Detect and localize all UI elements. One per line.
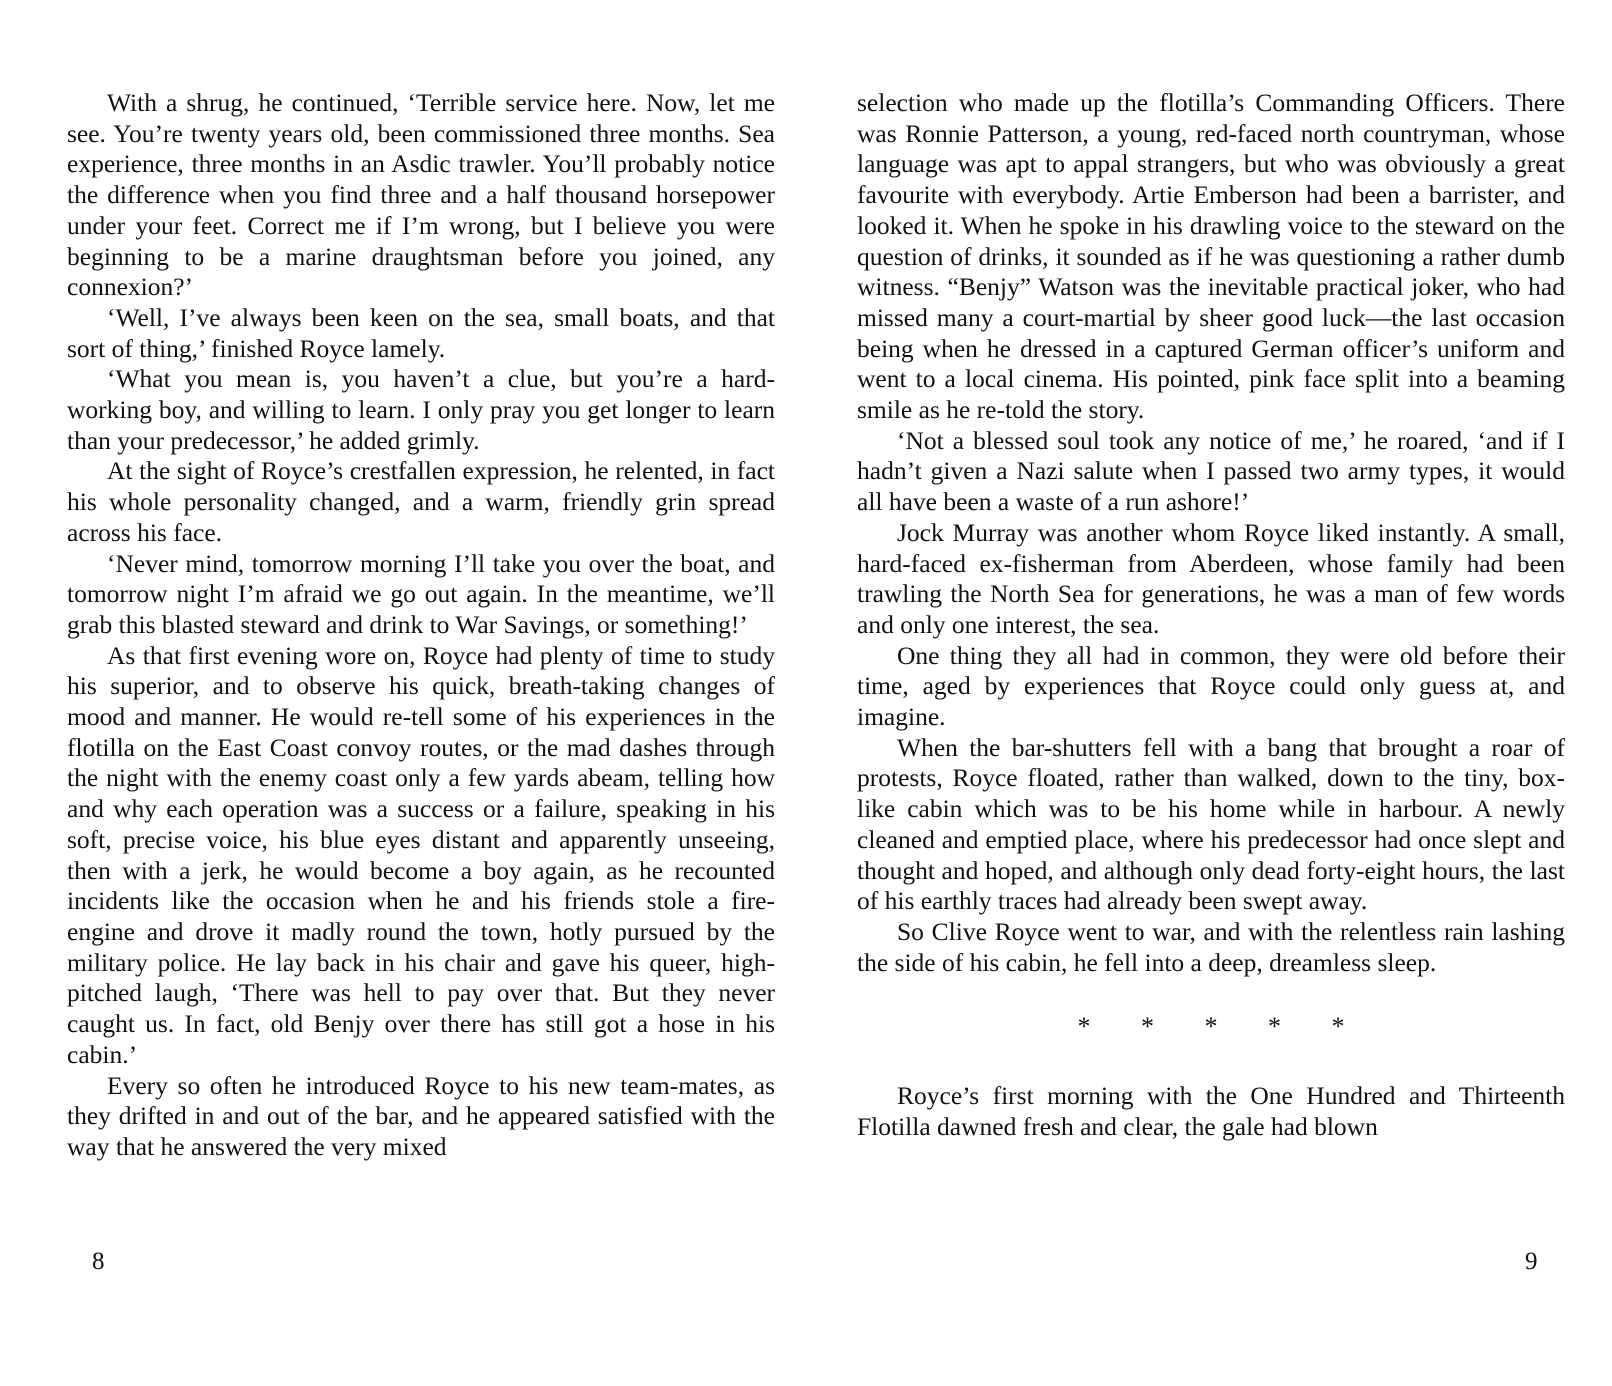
- scene-break-star: *: [1268, 1012, 1281, 1042]
- continued-paragraph: selection who made up the flotilla’s Commanding Officers. There was Ronnie Patterson, a young, red-faced north countryman, whose language was apt to appal strangers, but who was obviously a great favourite with everybody. Artie Emberson had been a barrister, and looked it. When he spoke in his drawling voice to the steward on the question of drinks, it sounded as if he was questioning a rather dumb witness. “Benjy” Watson was the inevitable practical joker, who had missed many a court-martial by sheer good luck—the last occasion being when he dressed in a captured German officer’s uniform and went to a local cinema. His pointed, pink face split into a beaming smile as he re-told the story.: [857, 88, 1565, 425]
- paragraph: Every so often he introduced Royce to his new team-mates, as they drifted in and out of the bar, and he appeared satisfied with the way that he answered the very mixed: [67, 1070, 775, 1161]
- scene-break-star: *: [1331, 1012, 1345, 1042]
- paragraph: With a shrug, he continued, ‘Terrible service here. Now, let me see. You’re twenty years old, been commissioned three months. Sea experience, three months in an Asdic trawler. You’ll probably notice the difference when you find three and a half thousand horsepower under your feet. Correct me if I’m wrong, but I believe you were beginning to be a marine draughtsman before you joined, any connexion?’: [67, 88, 775, 302]
- scene-break-star: *: [1141, 1012, 1154, 1042]
- paragraph: One thing they all had in common, they were old before their time, aged by experiences that Royce could only guess at, and imagine.: [857, 640, 1565, 732]
- paragraph: So Clive Royce went to war, and with the relentless rain lashing the side of his cabin, he fell into a deep, dreamless sleep.: [857, 916, 1565, 977]
- paragraph: When the bar-shutters fell with a bang that brought a roar of protests, Royce floated, rather than walked, down to the tiny, box-like cabin which was to be his home while in harbour. A newly cleaned and emptied place, where his predecessor had once slept and thought and hoped, and although only dead forty-eight hours, the last of his earthly traces had already been swept away.: [857, 732, 1565, 916]
- paragraph: ‘Never mind, tomorrow morning I’ll take you over the boat, and tomorrow night I’m afraid we go out again. In the meantime, we’ll grab this blasted steward and drink to War Savings, or something!’: [67, 548, 775, 639]
- page-number-left: 8: [92, 1248, 105, 1275]
- paragraph: ‘Not a blessed soul took any notice of me,’ he roared, ‘and if I hadn’t given a Nazi salute when I passed two army types, it would all have been a waste of a run ashore!’: [857, 425, 1565, 517]
- right-page: [857, 88, 1565, 1143]
- paragraph: At the sight of Royce’s crestfallen expression, he relented, in fact his whole personality changed, and a warm, friendly grin spread across his face.: [67, 456, 775, 547]
- left-page: [67, 88, 775, 1163]
- paragraph: Jock Murray was another whom Royce liked instantly. A small, hard-faced ex-fisherman from Aberdeen, whose family had been trawling the North Sea for generations, he was a man of few words and only one interest, the sea.: [857, 517, 1565, 639]
- paragraph: Royce’s first morning with the One Hundred and Thirteenth Flotilla dawned fresh and clear, the gale had blown: [857, 1081, 1565, 1141]
- scene-break-star: *: [1077, 1012, 1091, 1042]
- scene-break-star: *: [1204, 1012, 1218, 1042]
- paragraph: As that first evening wore on, Royce had plenty of time to study his superior, and to observe his quick, breath-taking changes of mood and manner. He would re-tell some of his experiences in the flotilla on the East Coast convoy routes, or the mad dashes through the night with the enemy coast only a few yards abeam, telling how and why each operation was a success or a failure, speaking in his soft, precise voice, his blue eyes distant and apparently unseeing, then with a jerk, he would become a boy again, as he recounted incidents like the occasion when he and his friends stole a fire-engine and drove it madly round the town, hotly pursued by the military police. He lay back in his chair and gave his queer, high-pitched laugh, ‘There was hell to pay over that. But they never caught us. In fact, old Benjy over there has still got a hose in his cabin.’: [67, 640, 775, 1069]
- paragraph: ‘Well, I’ve always been keen on the sea, small boats, and that sort of thing,’ finished Royce lamely.: [67, 302, 775, 363]
- scene-break: [857, 1012, 1565, 1043]
- page-number-right: 9: [1525, 1248, 1538, 1275]
- paragraph: ‘What you mean is, you haven’t a clue, but you’re a hard-working boy, and willing to learn. I only pray you get longer to learn than your predecessor,’ he added grimly.: [67, 364, 775, 455]
